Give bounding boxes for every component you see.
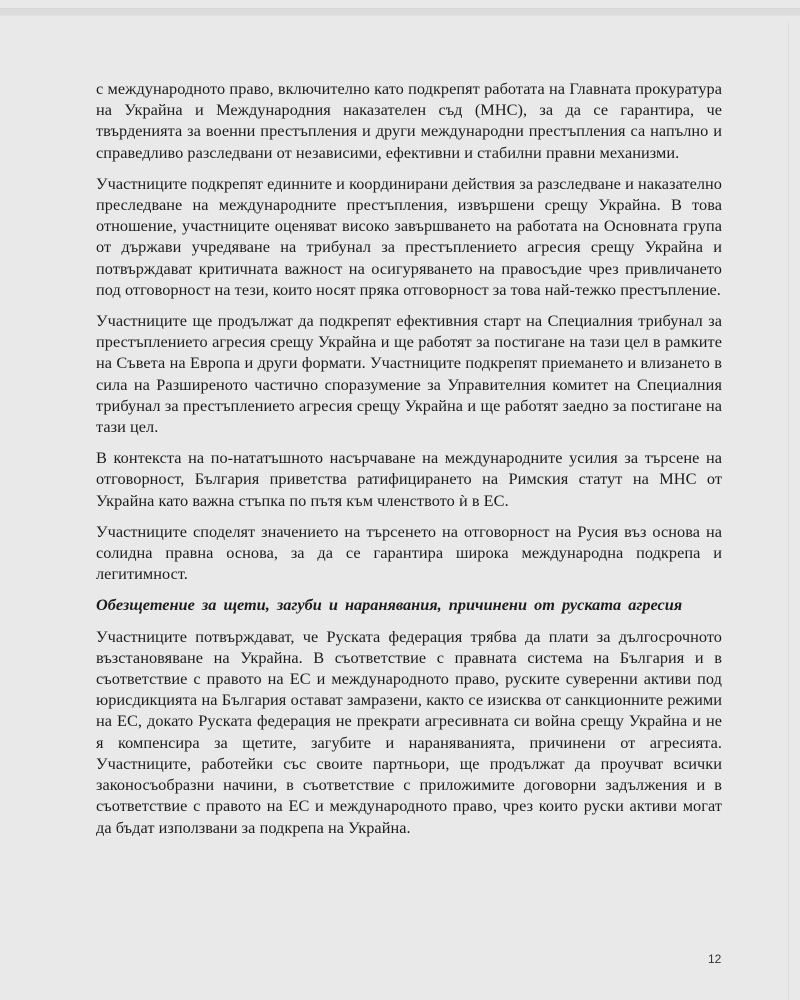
paragraph-compensation: Участниците потвърждават, че Руската федерация трябва да плати за дългосрочното възстановяване на Украйна. В съответствие с правната система на България и в съответствие с правото на ЕС и международното право, руските суверенни активи под юрисдикцията на България остават замразени, както се изисква от санкционните режими на ЕС, докато Руската федерация не прекрати агресивната си война срещу Украйна и не я компенсира за щетите, загубите и нараняванията, причинени от агресията. Участниците, работейки със своите партньори, ще продължат да проучват всички законосъобразни начини, в съответствие с приложимите договорни задължения и в съответствие с правото на ЕС и международното право, чрез които руски активи могат да бъдат използвани за подкрепа на Украйна. — [96, 626, 722, 837]
paragraph-investigation: Участниците подкрепят единните и координирани действия за разследване и наказателно преследване на международните престъпления, извършени срещу Украйна. В това отношение, участниците оценяват високо завършването на работата на Основната група от държави учредяване на трибунал за престъплението агресия срещу Украйна и потвърждават критичната важност на осигуряването на правосъдие чрез привличането под отговорност на тези, които носят пряка отговорност за това най-тежко престъпление. — [96, 173, 722, 299]
paragraph-rome-statute: В контекста на по-нататъшното насърчаване на международните усилия за търсене на отговорност, България приветства ратифицирането на Римския статут на МНС от Украйна като важна стъпка по пътя към членството ѝ в ЕС. — [96, 448, 722, 510]
paragraph-international-law: с международното право, включително като подкрепят работата на Главната прокуратура на Украйна и Международния наказателен съд (МНС), за да се гарантира, че твърденията за военни престъпления и други международни престъпления са напълно и справедливо разследвани от независими, ефективни и стабилни правни механизми. — [96, 79, 722, 162]
page-number: 12 — [708, 952, 722, 966]
paragraph-special-tribunal: Участниците ще продължат да подкрепят ефективния старт на Специалния трибунал за престъплението агресия срещу Украйна и ще работят за постигане на тази цел в рамките на Съвета на Европа и други формати. Участниците подкрепят приемането и влизането в сила на Разширеното частично споразумение за Управителния комитет на Специалния трибунал за престъплението агресия срещу Украйна и ще работят заедно за постигане на тази цел. — [96, 311, 722, 437]
viewer-top-border — [0, 8, 800, 16]
paragraph-accountability: Участниците споделят значението на търсенето на отговорност на Русия въз основа на солидна правна основа, за да се гарантира широка международна подкрепа и легитимност. — [96, 521, 722, 584]
page-body — [96, 78, 722, 848]
page-right-edge — [788, 22, 789, 1000]
section-heading-compensation: Обезщетение за щети, загуби и наранявания, причинени от руската агресия — [96, 595, 683, 615]
